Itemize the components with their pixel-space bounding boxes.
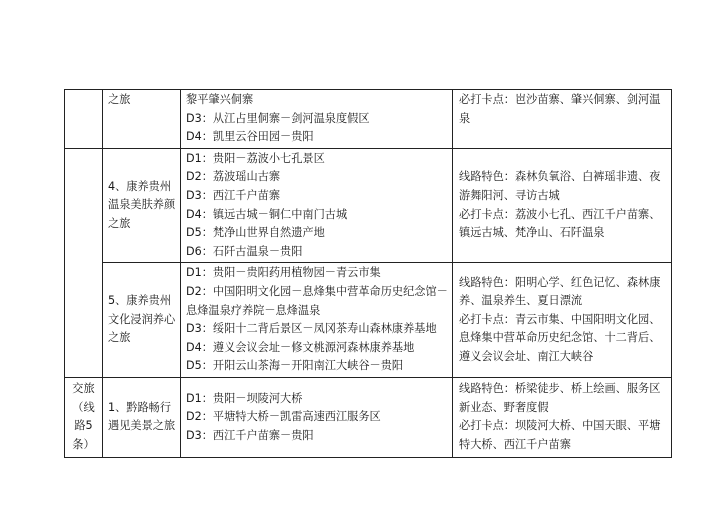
itinerary-line: D5：开阳云山茶海－开阳南江大峡谷－贵阳 <box>186 359 404 373</box>
table-row <box>65 377 672 457</box>
itinerary-line: D6：石阡古温泉－贵阳 <box>186 244 303 258</box>
itinerary-line: D1：贵阳－贵阳药用植物园－青云市集 <box>186 266 381 280</box>
route-table <box>64 89 672 458</box>
itinerary-cell <box>181 263 453 378</box>
itinerary-line: D4：凯里云谷田园－贵阳 <box>186 130 314 144</box>
features-cell <box>453 263 672 378</box>
category-cell <box>65 148 103 377</box>
category-cell: 交旅（线路5条） <box>65 377 103 457</box>
features-cell <box>453 148 672 263</box>
itinerary-line: D3：从江占里侗寨－剑河温泉度假区 <box>186 111 370 125</box>
itinerary-line: D4：镇远古城－铜仁中南门古城 <box>186 207 348 221</box>
features-text: 必打卡点：岜沙苗寨、肇兴侗寨、剑河温泉 <box>459 93 661 125</box>
itinerary-line: D2：荔波瑶山古寨 <box>186 170 281 184</box>
itinerary-cell <box>181 148 453 263</box>
features-text: 线路特色：桥梁徒步、桥上绘画、服务区新业态、野奢度假 必打卡点：坝陵河大桥、中国天眼、平塘特大桥、西江千户苗寨 <box>459 382 661 451</box>
route-name-cell: 4、康养贵州温泉美肤养颜之旅 <box>103 148 181 263</box>
features-text: 线路特色：森林负氧浴、白裤瑶非遗、夜游舞阳河、寻访古城 必打卡点：荔波小七孔、西江千户苗寨、镇远古城、梵净山、石阡温泉 <box>459 170 661 240</box>
table-row <box>65 263 672 378</box>
itinerary-line: D3：绥阳十二背后景区－凤冈茶寿山森林康养基地 <box>186 322 437 336</box>
features-text: 线路特色：阳明心学、红色记忆、森林康养、温泉养生、夏日漂流 必打卡点：青云市集、中国阳明文化园、息烽集中营革命历史纪念馆、十二背后、遵义会议会址、南江大峡谷 <box>459 275 661 364</box>
features-cell <box>453 377 672 457</box>
itinerary-line: D2：平塘特大桥－凯雷高速西江服务区 <box>186 410 381 424</box>
table-row <box>65 148 672 263</box>
route-name-cell: 5、康养贵州文化浸润养心之旅 <box>103 263 181 378</box>
itinerary-line: D1：贵阳－荔波小七孔景区 <box>186 151 325 165</box>
itinerary-line: 黎平肇兴侗寨 <box>186 93 254 106</box>
route-name-cell: 之旅 <box>103 90 181 149</box>
itinerary-line: D1：贵阳－坝陵河大桥 <box>186 391 303 405</box>
itinerary-line: D5：梵净山世界自然遗产地 <box>186 226 325 240</box>
itinerary-line: D3：西江千户苗寨 <box>186 188 281 202</box>
itinerary-line: D2：中国阳明文化园－息烽集中营革命历史纪念馆－息烽温泉疗养院－息烽温泉 <box>186 284 448 317</box>
route-name-cell: 1、黔路畅行遇见美景之旅 <box>103 377 181 457</box>
table-row <box>65 90 672 149</box>
itinerary-cell <box>181 377 453 457</box>
category-cell <box>65 90 103 149</box>
itinerary-cell <box>181 90 453 149</box>
features-cell <box>453 90 672 149</box>
itinerary-line: D3：西江千户苗寨－贵阳 <box>186 428 314 442</box>
itinerary-line: D4：遵义会议会址－修文桃源河森林康养基地 <box>186 340 415 354</box>
